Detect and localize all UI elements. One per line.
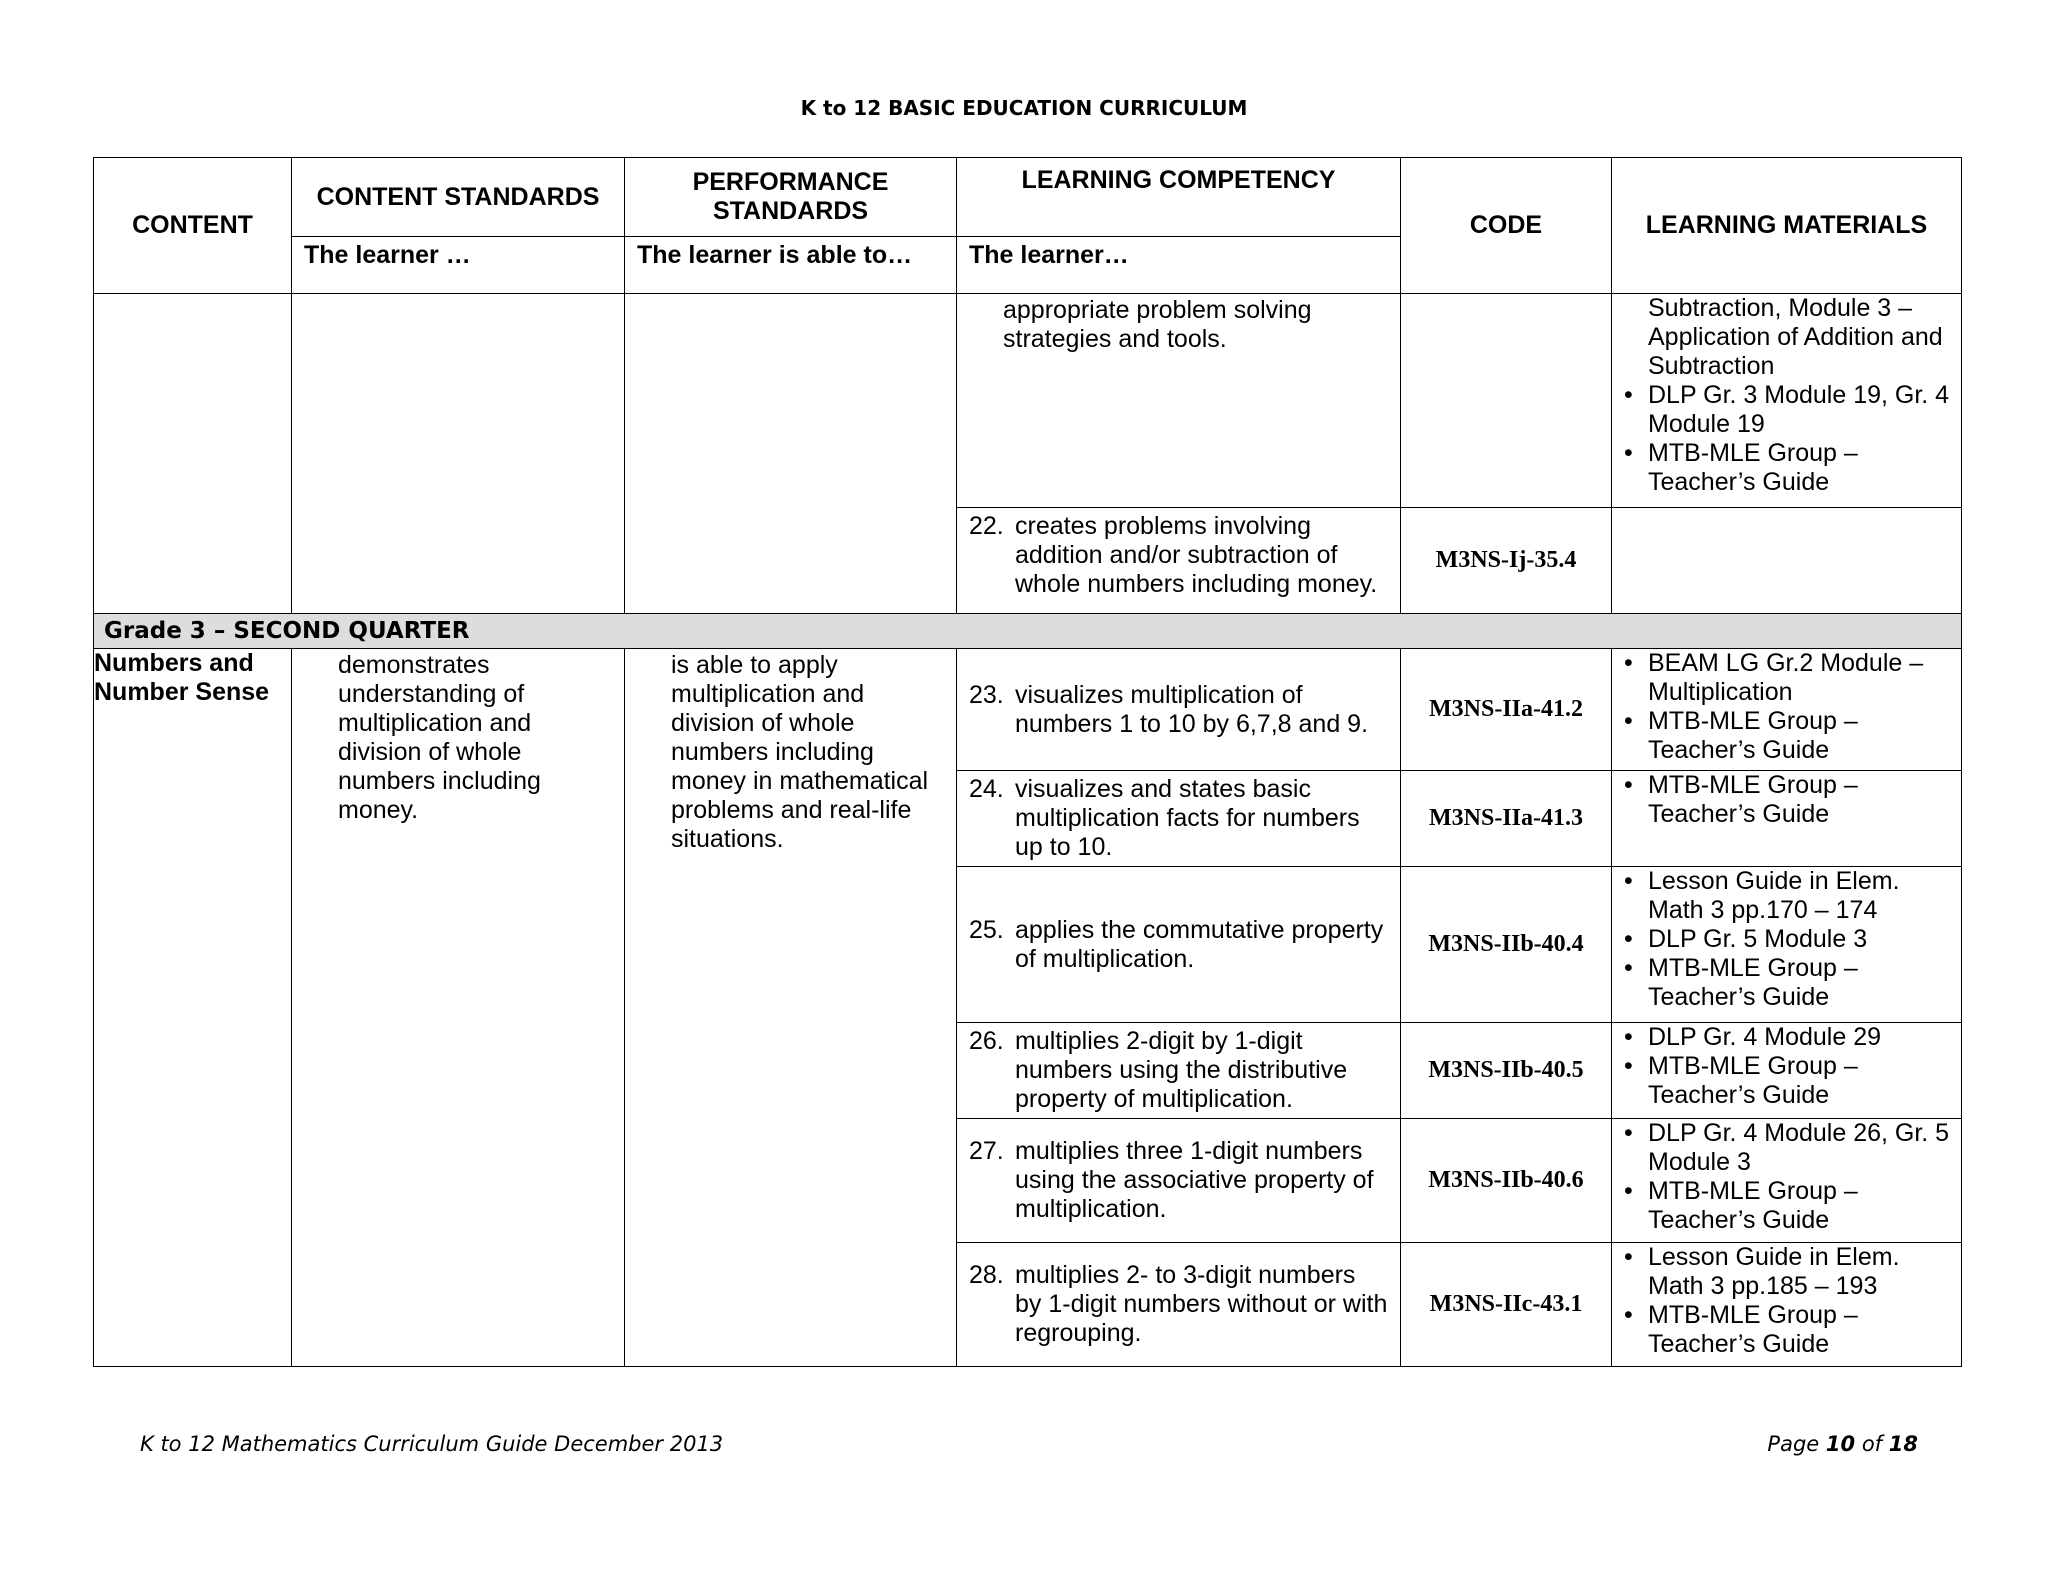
performance-standard-cell-empty bbox=[625, 294, 957, 614]
content-standard-text: demonstrates understanding of multiplication and division of whole numbers including money. bbox=[338, 651, 541, 824]
quarter-row bbox=[94, 614, 1962, 649]
page-total: 18 bbox=[1888, 1432, 1918, 1456]
subheader-content-standards: The learner … bbox=[292, 237, 625, 294]
curriculum-table bbox=[93, 157, 1962, 1367]
material-item: • Lesson Guide in Elem. Math 3 pp.170 – 174 bbox=[1622, 867, 1953, 925]
materials-cell bbox=[1612, 1243, 1962, 1367]
code-cell: M3NS-IIb-40.4 bbox=[1401, 867, 1612, 1023]
table-row bbox=[94, 649, 1962, 771]
competency-cell bbox=[957, 1243, 1401, 1367]
competency-cell bbox=[957, 771, 1401, 867]
material-item: • MTB-MLE Group – Teacher’s Guide bbox=[1622, 1301, 1953, 1359]
materials-cell bbox=[1612, 771, 1962, 867]
material-item: • DLP Gr. 4 Module 29 bbox=[1622, 1023, 1953, 1052]
competency-text: creates problems involving addition and/or subtraction of whole numbers including money. bbox=[1015, 512, 1378, 598]
performance-standard-text: is able to apply multiplication and division of whole numbers including money in mathematical problems and real-life situations. bbox=[671, 651, 929, 853]
competency-cell bbox=[957, 1119, 1401, 1243]
material-item: • MTB-MLE Group – Teacher’s Guide bbox=[1622, 439, 1953, 497]
code-cell: M3NS-Ij-35.4 bbox=[1401, 508, 1612, 614]
document-header: K to 12 BASIC EDUCATION CURRICULUM bbox=[800, 96, 1248, 120]
header-code: CODE bbox=[1401, 158, 1612, 294]
header-content: CONTENT bbox=[94, 158, 292, 294]
competency-cell bbox=[957, 867, 1401, 1023]
content-standard-cell-empty bbox=[292, 294, 625, 614]
page-current: 10 bbox=[1825, 1432, 1856, 1456]
header-performance-standards: PERFORMANCE STANDARDS bbox=[625, 158, 957, 237]
subheader-performance-standards: The learner is able to… bbox=[625, 237, 957, 294]
header-learning-materials: LEARNING MATERIALS bbox=[1612, 158, 1962, 294]
code-cell: M3NS-IIc-43.1 bbox=[1401, 1243, 1612, 1367]
competency-number: 24. bbox=[969, 775, 1004, 803]
material-item: • DLP Gr. 3 Module 19, Gr. 4 Module 19 bbox=[1622, 381, 1953, 439]
page-word: Page bbox=[1767, 1432, 1820, 1456]
footer-page-number bbox=[1767, 1432, 1918, 1456]
competency-text: multiplies three 1-digit numbers using the associative property of multiplication. bbox=[1015, 1137, 1374, 1223]
code-cell: M3NS-IIb-40.6 bbox=[1401, 1119, 1612, 1243]
content-standard-cell bbox=[292, 649, 625, 1367]
materials-cell bbox=[1612, 1119, 1962, 1243]
material-item: • MTB-MLE Group – Teacher’s Guide bbox=[1622, 1052, 1953, 1110]
code-cell: M3NS-IIa-41.3 bbox=[1401, 771, 1612, 867]
table-row bbox=[94, 294, 1962, 508]
materials-cell bbox=[1612, 1023, 1962, 1119]
quarter-label: Grade 3 – SECOND QUARTER bbox=[94, 614, 1962, 649]
competency-number: 28. bbox=[969, 1261, 1004, 1289]
code-cell: M3NS-IIb-40.5 bbox=[1401, 1023, 1612, 1119]
competency-text: multiplies 2- to 3-digit numbers by 1-digit numbers without or with regrouping. bbox=[1015, 1261, 1388, 1347]
competency-number: 27. bbox=[969, 1137, 1004, 1165]
material-item: • MTB-MLE Group – Teacher’s Guide bbox=[1622, 771, 1953, 829]
material-item: • Lesson Guide in Elem. Math 3 pp.185 – 193 bbox=[1622, 1243, 1953, 1301]
header-learning-competency: LEARNING COMPETENCY bbox=[957, 158, 1401, 237]
code-cell: M3NS-IIa-41.2 bbox=[1401, 649, 1612, 771]
footer-guide-title: K to 12 Mathematics Curriculum Guide December 2013 bbox=[140, 1432, 724, 1456]
material-item: • BEAM LG Gr.2 Module – Multiplication bbox=[1622, 649, 1953, 707]
competency-cell bbox=[957, 649, 1401, 771]
material-item: Subtraction, Module 3 – Application of Addition and Subtraction bbox=[1648, 294, 1943, 380]
competency-cell bbox=[957, 294, 1401, 508]
materials-cell bbox=[1612, 867, 1962, 1023]
competency-text: applies the commutative property of multiplication. bbox=[1015, 915, 1384, 973]
of-word: of bbox=[1861, 1432, 1883, 1456]
material-item: • MTB-MLE Group – Teacher’s Guide bbox=[1622, 1177, 1953, 1235]
competency-number: 22. bbox=[969, 512, 1004, 540]
competency-text: visualizes and states basic multiplication facts for numbers up to 10. bbox=[1015, 775, 1360, 861]
competency-text: visualizes multiplication of numbers 1 to 10 by 6,7,8 and 9. bbox=[1015, 680, 1369, 738]
competency-number: 23. bbox=[969, 680, 1004, 709]
material-item: • DLP Gr. 4 Module 26, Gr. 5 Module 3 bbox=[1622, 1119, 1953, 1177]
material-item: • MTB-MLE Group – Teacher’s Guide bbox=[1622, 954, 1953, 1012]
materials-cell bbox=[1612, 294, 1962, 508]
header-content-standards: CONTENT STANDARDS bbox=[292, 158, 625, 237]
performance-standard-cell bbox=[625, 649, 957, 1367]
competency-text: appropriate problem solving strategies and tools. bbox=[1003, 296, 1312, 353]
competency-number: 26. bbox=[969, 1027, 1004, 1055]
competency-cell bbox=[957, 508, 1401, 614]
competency-text: multiplies 2-digit by 1-digit numbers using the distributive property of multiplication. bbox=[1015, 1027, 1348, 1113]
subheader-learning-competency: The learner… bbox=[957, 237, 1401, 294]
competency-cell bbox=[957, 1023, 1401, 1119]
materials-cell-empty bbox=[1612, 508, 1962, 614]
material-item: • DLP Gr. 5 Module 3 bbox=[1622, 925, 1953, 954]
material-item: • MTB-MLE Group – Teacher’s Guide bbox=[1622, 707, 1953, 765]
content-cell-empty bbox=[94, 294, 292, 614]
content-topic: Numbers and Number Sense bbox=[94, 649, 292, 1367]
code-cell-empty bbox=[1401, 294, 1612, 508]
materials-cell bbox=[1612, 649, 1962, 771]
competency-number: 25. bbox=[969, 915, 1004, 944]
